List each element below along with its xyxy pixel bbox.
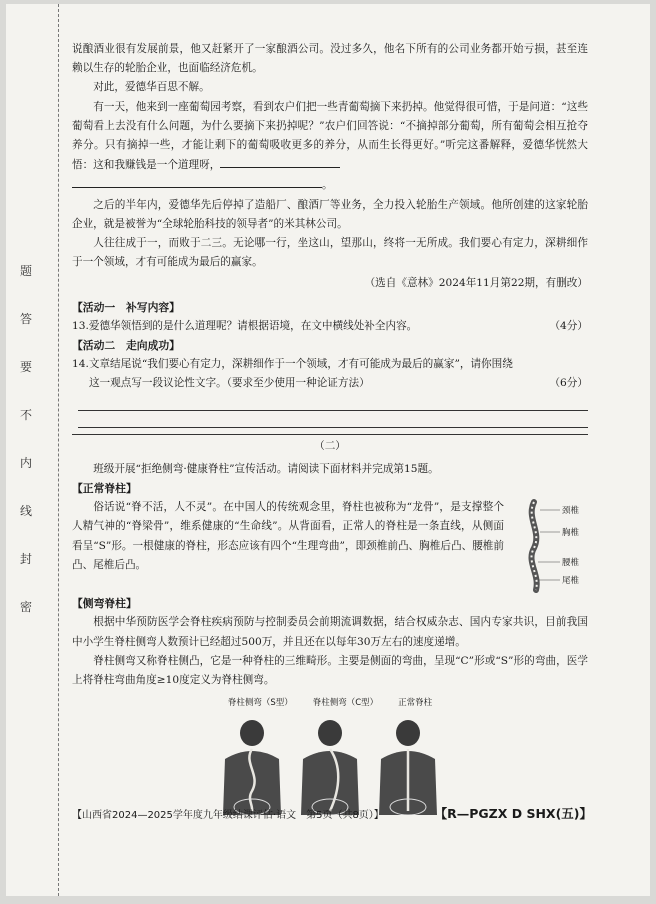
page-content (72, 40, 588, 815)
section-intro: 班级开展“拒绝侧弯·健康脊柱”宣传活动。请阅读下面材料并完成第15题。 (93, 462, 439, 475)
material-title: 【正常脊柱】 (72, 482, 137, 496)
binding-char: 答 (20, 312, 33, 326)
normal-spine-block (72, 498, 588, 594)
s-type-back-figure (217, 719, 287, 815)
binding-char: 要 (20, 360, 33, 374)
story-paragraph: 人往往成于一，而败于二三。无论哪一行，坐这山，望那山，终将一无所成。我们要心有定力，深耕细作于一个领域，才有可能成为最后的赢家。 (72, 237, 588, 269)
question-text: 14.文章结尾说“我们要心有定力，深耕细作于一个领域，才有可能成为最后的赢家”，请你围绕 (72, 358, 513, 371)
caption-s-type: 脊柱侧弯（S型） (227, 698, 293, 709)
question-points: （4分） (549, 319, 588, 332)
binding-char: 密 (20, 600, 33, 614)
binding-margin (6, 4, 59, 896)
material-title: 【侧弯脊柱】 (72, 597, 137, 611)
section-title: （二） (72, 434, 588, 456)
scoliosis-paragraph: 脊柱侧弯又称脊柱侧凸，它是一种脊柱的三维畸形。主要是侧面的弯曲，呈现“C”形或“S”形的弯曲，医学上将脊柱弯曲角度≥10度定义为脊柱侧弯。 (72, 654, 588, 687)
page-footer (72, 804, 592, 822)
spine-label-coccyx: 尾椎 (562, 576, 580, 587)
answer-blank[interactable] (220, 155, 340, 168)
activity-title: 【活动二 走向成功】 (72, 339, 180, 353)
footer-info: 【山西省2024—2025学年度九年级结课评估·语文 第5页（共8页）】 (72, 809, 384, 821)
story-text: 有一天，他来到一座葡萄园考察，看到农户们把一些青葡萄摘下来扔掉。他觉得很可惜，于是问道：“这些葡萄看上去没有什么问题，为什么要摘下来扔掉呢？”农户们回答说：“不摘掉部分葡萄，所有葡萄会相互抢夺养分。只有摘掉一些，才能让剩下的葡萄吸收更多的养分，从而生长得更好。”听完这番解释，爱德华恍然大悟：这和我赚钱是一个道理呀， (72, 100, 588, 172)
paper-code: 【R—PGZX D SHX(五)】 (434, 806, 592, 821)
spine-label-thoracic: 胸椎 (562, 528, 580, 539)
question-text: 13.爱德华领悟到的是什么道理呢？请根据语境，在文中横线处补全内容。 (72, 319, 418, 332)
exam-page (6, 4, 650, 896)
question-points: （6分） (549, 377, 588, 390)
c-type-back-figure (295, 719, 365, 815)
normal-back-figure (373, 719, 443, 815)
story-paragraph (72, 98, 588, 196)
binding-char: 线 (20, 504, 33, 518)
binding-char: 内 (20, 456, 33, 470)
binding-char: 不 (20, 408, 33, 422)
spine-label-lumbar: 腰椎 (562, 558, 580, 569)
activity-title: 【活动一 补写内容】 (72, 300, 180, 314)
story-text: 。 (322, 179, 333, 192)
normal-spine-text: 俗话说“脊不活，人不灵”。在中国人的传统观念里，脊柱也被称为“龙骨”，是支撑整个人精气神的“脊梁骨”，维系健康的“生命线”。从背面看，正常人的脊柱是一条直线，从侧面看呈“S”形。一根健康的脊柱，形态应该有四个“生理弯曲”，即颈椎前凸、胸椎后凸、腰椎前凸、尾椎后凸。 (72, 501, 504, 571)
caption-c-type: 脊柱侧弯（C型） (312, 698, 379, 709)
source-citation: （选自《意林》2024年11月第22期，有删改） (364, 277, 588, 290)
binding-char: 封 (20, 552, 33, 566)
answer-line[interactable] (78, 411, 588, 428)
question-14-cont (72, 374, 588, 393)
binding-char: 题 (20, 264, 33, 278)
question-14 (72, 355, 588, 374)
story-paragraph: 对此，爱德华百思不解。 (93, 81, 210, 94)
question-text: 这一观点写一段议论性文字。（要求至少使用一种论证方法） (88, 377, 370, 390)
spine-diagram (504, 498, 588, 594)
scoliosis-paragraph: 根据中华预防医学会脊柱疾病预防与控制委员会前期流调数据，结合权威杂志、国内专家共识，目前我国中小学生脊柱侧弯人数预计已经超过500万，并且还在以每年30万左右的速度递增。 (72, 616, 588, 648)
story-paragraph: 说酿酒业很有发展前景，他又赶紧开了一家酿酒公司。没过多久，他名下所有的公司业务都开始亏损，甚至连赖以生存的轮胎企业，也面临经济危机。 (72, 43, 588, 75)
figure-captions (72, 694, 588, 713)
caption-normal: 正常脊柱 (398, 698, 433, 709)
spine-label-cervical: 颈椎 (562, 506, 580, 517)
answer-line[interactable] (78, 394, 588, 411)
answer-blank[interactable] (72, 175, 322, 188)
scoliosis-figures (72, 719, 588, 815)
question-13 (72, 317, 588, 336)
story-paragraph: 之后的半年内，爱德华先后停掉了造船厂、酿酒厂等业务，全力投入轮胎生产领域。他所创建的这家轮胎企业，就是被誉为“全球轮胎科技的领导者”的米其林公司。 (72, 198, 588, 230)
spine-illustration (504, 498, 562, 594)
